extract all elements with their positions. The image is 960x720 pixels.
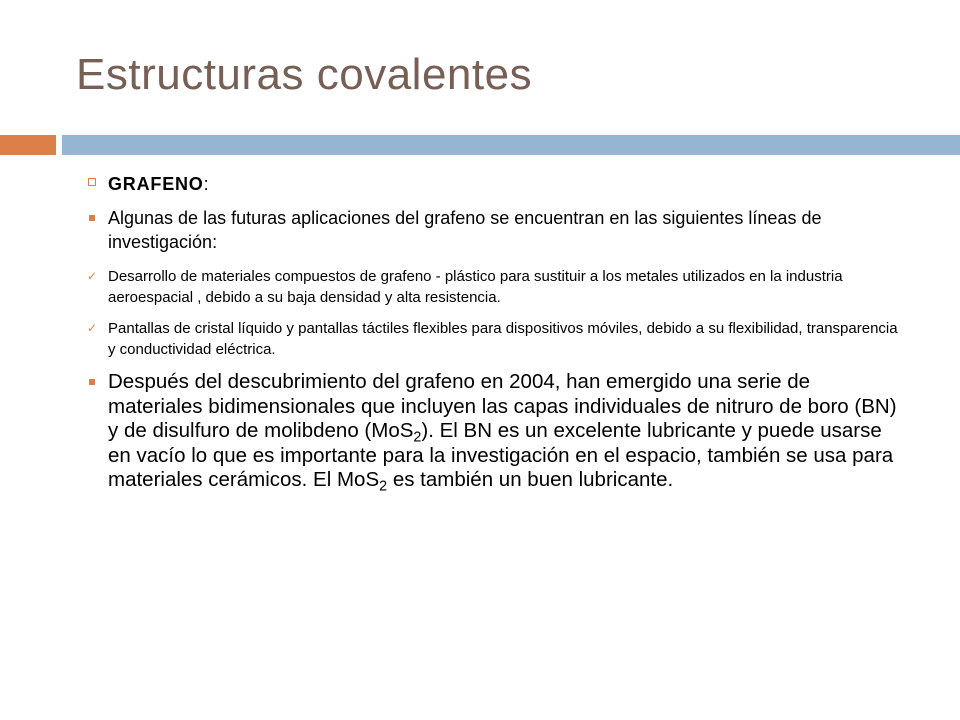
bullet-text — [108, 172, 906, 196]
filled-square-icon — [76, 206, 108, 221]
subscript-2: 2 — [413, 429, 422, 446]
accent-bar-left — [0, 135, 56, 155]
filled-square-icon — [76, 370, 108, 385]
checkmark-icon: ✓ — [86, 269, 98, 283]
hollow-square-icon — [76, 172, 108, 186]
accent-bar-right — [62, 135, 960, 155]
sub-bullet-screens — [76, 318, 906, 360]
slide-content — [76, 172, 906, 505]
para-part2: ). El BN es un excelente lubricante y puede usarse en vacío lo que es importante para la investigación en el espacio, también se usa para materiales cerámicos. El MoS — [108, 419, 894, 491]
composites-text: Desarrollo de materiales compuestos de grafeno - plástico para sustituir a los metales utilizados en la industria aeroespacial , debido a su baja densidad y alta resistencia. — [108, 268, 843, 306]
para-part3: es también un buen lubricante. — [387, 468, 674, 491]
para-part1: Después del descubrimiento del grafeno en 2004, han emergido una serie de materiales bidimensionales que incluyen las capas individuales de nitruro de boro (BN) y de disulfuro de molibdeno (MoS — [108, 370, 897, 442]
bullet-intro — [76, 206, 906, 254]
checkmark-icon: ✓ — [86, 321, 98, 335]
subscript-2: 2 — [379, 478, 388, 495]
slide-title: Estructuras covalentes — [76, 50, 533, 99]
bullet-2d-materials — [76, 370, 906, 493]
intro-text: Algunas de las futuras aplicaciones del grafeno se encuentran en las siguientes líneas de investigación: — [108, 208, 822, 252]
grafeno-colon: : — [203, 174, 210, 194]
para-text — [108, 370, 906, 493]
sub-bullet-composites — [76, 266, 906, 308]
screens-text: Pantallas de cristal líquido y pantallas táctiles flexibles para dispositivos móviles, debido a su flexibilidad, transparencia y conductividad eléctrica. — [108, 320, 898, 358]
bullet-grafeno — [76, 172, 906, 196]
grafeno-label: GRAFENO — [108, 174, 204, 194]
